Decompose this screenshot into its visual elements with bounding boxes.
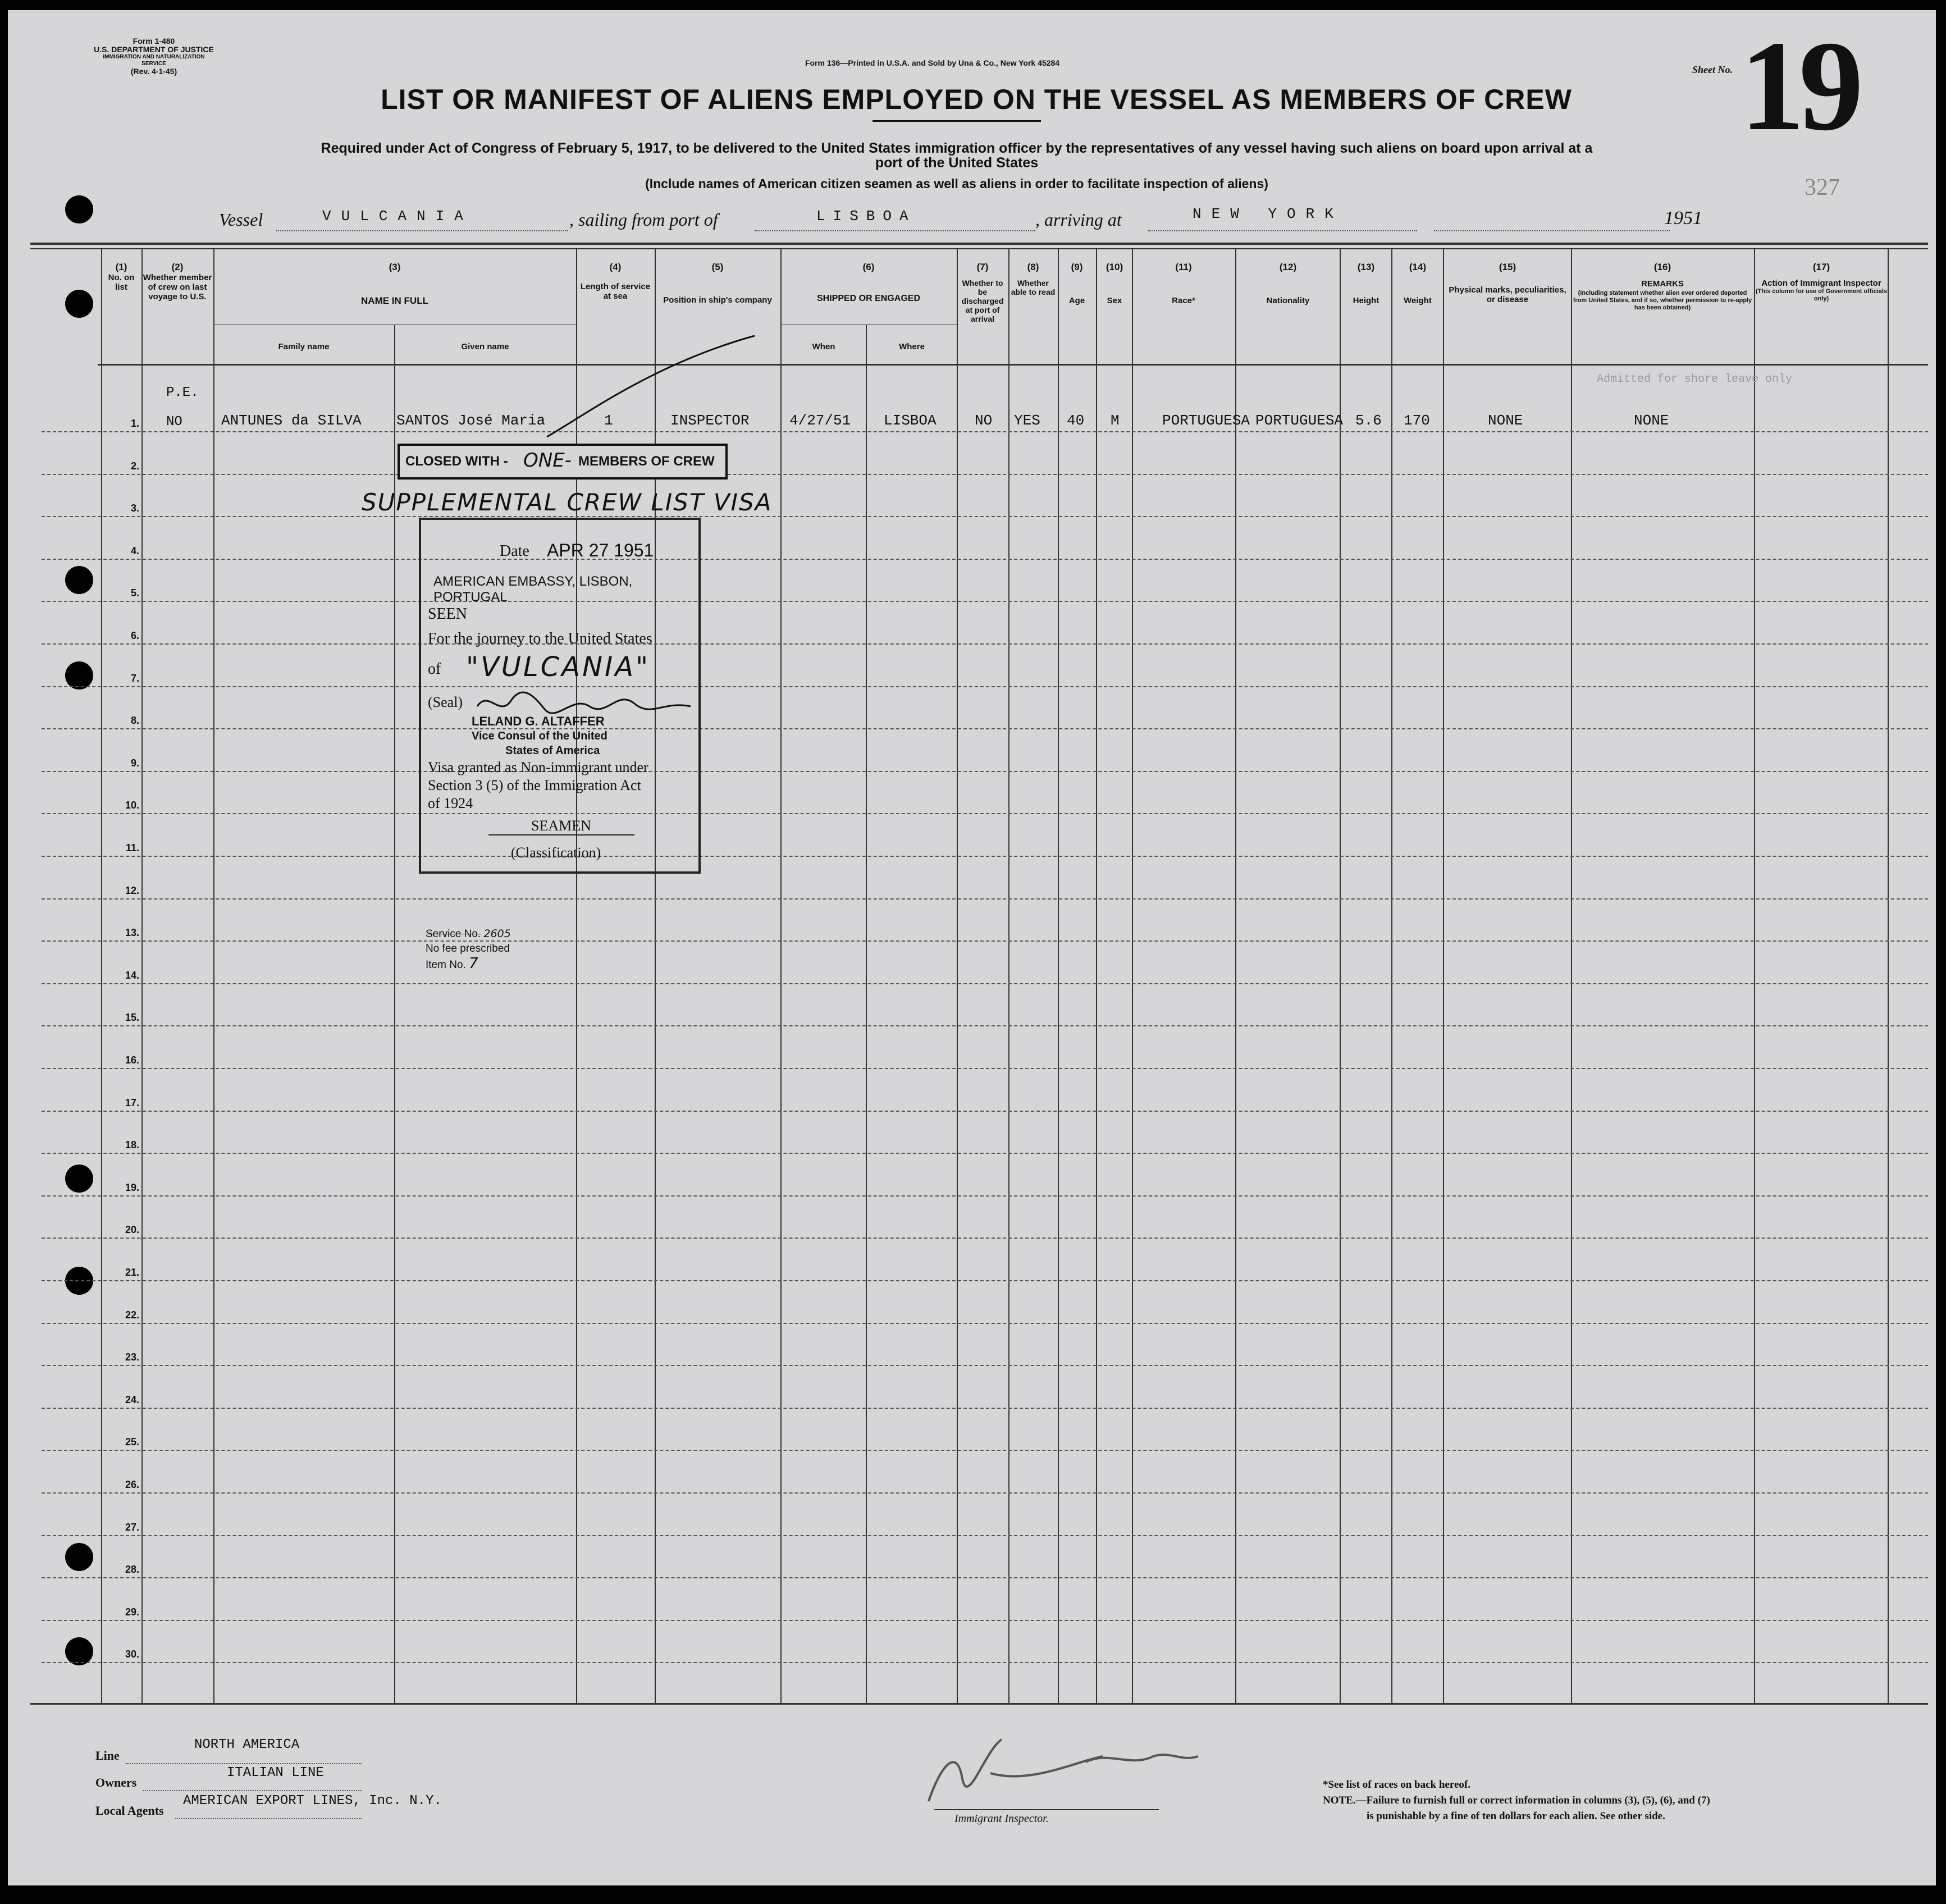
visa-granted-1: Visa granted as Non-immigrant under [428, 759, 648, 775]
entry-when: 4/27/51 [789, 412, 851, 429]
entry-marks: NONE [1488, 412, 1523, 429]
row-line [42, 1068, 1928, 1069]
manifest-sheet [8, 10, 1936, 1885]
row-line [42, 1280, 1928, 1281]
table-top-border [30, 243, 1928, 245]
row-line [42, 1323, 1928, 1324]
row-line [42, 1195, 1928, 1197]
col-divider [1058, 248, 1059, 1704]
col-header-5: (5) Position in ship's company [663, 262, 772, 305]
row-number: 21. [125, 1267, 139, 1278]
required-line-2: port of the United States [875, 155, 1039, 171]
footer-owners-label: Owners [95, 1775, 137, 1789]
port-underline [755, 230, 1035, 231]
col-header-16: (16) REMARKS (Including statement whether alien ever ordered deported from United States, and if so, whether permission to re-apply has been obtained) [1573, 262, 1752, 311]
col-divider [780, 248, 782, 1704]
punch-hole [65, 661, 93, 690]
family-name-header: Family name [278, 342, 330, 351]
page-stamp: 327 [1805, 175, 1840, 200]
inspector-signature [917, 1717, 1209, 1818]
col-header-15: (15) Physical marks, peculiarities, or disease [1449, 262, 1566, 304]
inspector-label: Immigrant Inspector. [954, 1812, 1049, 1825]
row-number: 9. [130, 757, 139, 769]
departure-port: LISBOA [816, 208, 916, 225]
col-divider [1888, 248, 1889, 1704]
arrival-underline [1148, 230, 1417, 231]
arriving-label: , arriving at [1035, 209, 1122, 230]
punch-hole [65, 290, 93, 318]
punch-hole [65, 1543, 93, 1571]
check-stroke [541, 325, 766, 442]
footer-owners-underline [143, 1790, 362, 1791]
table-bottom-border [30, 1703, 1928, 1705]
entry-height: 5.6 [1355, 412, 1382, 429]
col-divider [1571, 248, 1572, 1704]
col-divider [1235, 248, 1236, 1704]
col-divider [1008, 248, 1009, 1704]
visa-embassy: AMERICAN EMBASSY, LISBON, PORTUGAL [433, 574, 633, 605]
col-header-17: (17) Action of Immigrant Inspector (This column for use of Government officials only) [1755, 262, 1888, 302]
voyage-year: 1951 [1664, 208, 1702, 229]
fine-note-1: NOTE.—Failure to furnish full or correct information in columns (3), (5), (6), and (7) [1323, 1795, 1710, 1806]
footer-line-label: Line [95, 1748, 120, 1763]
title-underline [872, 120, 1041, 122]
header-bottom-border [98, 364, 1928, 366]
col-header-8: (8) Whether able to read [1011, 262, 1056, 296]
visa-class: SEAMEN [531, 818, 591, 834]
table-top-border-inner [30, 248, 1928, 249]
row-line [42, 686, 1928, 687]
visa-class-rule [488, 834, 634, 835]
row-number: 6. [130, 630, 139, 641]
revision: (Rev. 4-1-45) [130, 67, 177, 76]
col-header-6: (6) SHIPPED OR ENGAGED [816, 262, 921, 303]
col-divider [141, 248, 143, 1704]
footer-agents-label: Local Agents [95, 1803, 164, 1818]
row-line [42, 474, 1928, 475]
printer-line: Form 136—Printed in U.S.A. and Sold by Una & Co., New York 45284 [805, 58, 1060, 67]
col-divider [1443, 248, 1444, 1704]
service-stamp [426, 926, 511, 972]
entry-family-name: ANTUNES da SILVA [221, 412, 362, 429]
include-note: (Include names of American citizen seamen as well as aliens in order to facilitate inspection of aliens) [645, 176, 1268, 191]
col-divider [866, 325, 867, 1704]
row-number: 14. [125, 970, 139, 981]
col-divider [1132, 248, 1133, 1704]
footer-line: NORTH AMERICA [194, 1737, 300, 1752]
punch-hole [65, 566, 93, 594]
row-number: 5. [130, 587, 139, 599]
row-number: 26. [125, 1479, 139, 1490]
visa-officer: LELAND G. ALTAFFER [472, 714, 605, 728]
closed-stamp-prefix: CLOSED WITH - [405, 454, 508, 469]
service-no-label: Service No. [426, 928, 481, 940]
sheet-label: Sheet No. [1692, 64, 1733, 75]
races-note: *See list of races on back hereof. [1323, 1779, 1470, 1791]
row-line [42, 1535, 1928, 1536]
row-number: 8. [130, 715, 139, 726]
fine-note-2: is punishable by a fine of ten dollars for each alien. See other side. [1367, 1810, 1665, 1822]
sheet-number: 19 [1740, 14, 1858, 157]
entry-last-voyage: NO [166, 414, 182, 430]
row-number: 28. [125, 1564, 139, 1575]
row-number: 4. [130, 545, 139, 556]
arrival-port: NEW YORK [1193, 206, 1344, 222]
row-number: 17. [125, 1097, 139, 1108]
row-number: 24. [125, 1394, 139, 1405]
row-number: 23. [125, 1351, 139, 1363]
row-line [42, 643, 1928, 645]
entry-sex: M [1111, 412, 1120, 429]
row-line [42, 516, 1928, 517]
entry-age: 40 [1067, 412, 1085, 429]
col-header-10: (10) Sex [1106, 262, 1123, 305]
entry-position: INSPECTOR [670, 412, 750, 429]
item-no-value: 7 [469, 955, 478, 972]
required-line-1: Required under Act of Congress of February 5, 1917, to be delivered to the United States immigration officer by the representatives of any vessel having such aliens on board upon arrival at a [321, 140, 1593, 156]
supplemental-visa-note: SUPPLEMENTAL CREW LIST VISA [362, 488, 773, 516]
sailing-label: , sailing from port of [569, 209, 718, 230]
department: U.S. DEPARTMENT OF JUSTICE [94, 45, 214, 54]
row-number: 18. [125, 1139, 139, 1150]
visa-date-label: Date [500, 542, 529, 560]
row-line [42, 940, 1928, 942]
col-divider [1340, 248, 1341, 1704]
row-line [42, 1111, 1928, 1112]
col-header-13: (13) Height [1353, 262, 1379, 305]
no-fee-line: No fee prescribed [426, 943, 510, 955]
row-number: 25. [125, 1436, 139, 1448]
given-name-header: Given name [461, 342, 509, 351]
entry-pe: P.E. [166, 385, 199, 400]
row-line [42, 431, 1928, 432]
col-header-7: (7) Whether to be discharged at port of arrival [961, 262, 1004, 323]
row-number: 15. [125, 1012, 139, 1023]
col-header-11: (11) Race* [1172, 262, 1195, 305]
row-line [42, 1238, 1928, 1239]
entry-read: YES [1014, 412, 1040, 429]
col-divider [1096, 248, 1097, 1704]
row-line [42, 898, 1928, 900]
visa-of-label: of [428, 660, 441, 678]
entry-where: LISBOA [884, 412, 937, 429]
row-line [42, 771, 1928, 772]
vessel-label: Vessel [219, 209, 263, 230]
visa-granted-3: of 1924 [428, 795, 473, 811]
col-header-9: (9) Age [1068, 262, 1085, 305]
entry-remarks: NONE [1634, 412, 1669, 429]
row-line [42, 559, 1928, 560]
item-no-label: Item No. [426, 959, 466, 971]
entry-race: PORTUGUESA [1162, 412, 1250, 429]
row-number: 30. [125, 1649, 139, 1660]
visa-officer-title-1: Vice Consul of the United [472, 730, 607, 742]
visa-officer-title-2: States of America [505, 745, 600, 757]
col-header-3: (3) NAME IN FULL [361, 262, 428, 306]
page-title: LIST OR MANIFEST OF ALIENS EMPLOYED ON THE VESSEL AS MEMBERS OF CREW [381, 84, 1572, 115]
entry-discharged: NO [975, 412, 993, 429]
row-number: 16. [125, 1054, 139, 1066]
date-underline [1434, 230, 1670, 231]
visa-seal: (Seal) [428, 694, 463, 710]
when-header: When [812, 342, 835, 351]
visa-granted-2: Section 3 (5) of the Immigration Act [428, 777, 641, 793]
entry-remarks-faint: Admitted for shore leave only [1597, 373, 1793, 386]
col-divider [1391, 248, 1392, 1704]
where-header: Where [899, 342, 925, 351]
col-header-14: (14) Weight [1404, 262, 1432, 305]
col-header-4: (4) Length of service at sea [580, 262, 651, 301]
row-number: 22. [125, 1309, 139, 1321]
row-line [42, 1577, 1928, 1578]
service-name: IMMIGRATION AND NATURALIZATION SERVICE [103, 54, 205, 67]
visa-vessel: "VULCANIA" [466, 651, 651, 683]
row-number: 2. [130, 460, 139, 472]
row-number: 13. [125, 927, 139, 938]
row-line [42, 1153, 1928, 1154]
punch-hole [65, 1637, 93, 1665]
row-number: 7. [130, 673, 139, 684]
row-line [42, 728, 1928, 729]
visa-date: APR 27 1951 [547, 540, 654, 560]
entry-weight: 170 [1404, 412, 1430, 429]
col-divider [1754, 248, 1755, 1704]
col-divider [957, 248, 958, 1704]
row-line [42, 856, 1928, 857]
row-line [42, 1025, 1928, 1026]
row-number: 19. [125, 1182, 139, 1193]
visa-stamp [419, 518, 701, 874]
entry-given-name: SANTOS José Maria [396, 412, 546, 429]
row-line [42, 601, 1928, 602]
row-line [42, 1408, 1928, 1409]
footer-agents-underline [175, 1818, 362, 1819]
service-no-value: 2605 [483, 928, 511, 940]
dept-block [92, 37, 216, 76]
row-line [42, 813, 1928, 814]
col-divider [213, 248, 214, 1704]
punch-hole [65, 195, 93, 223]
row-line [42, 1662, 1928, 1663]
inspector-signature-line [934, 1809, 1159, 1810]
punch-hole [65, 1165, 93, 1193]
entry-service: 1 [604, 412, 613, 429]
row-line [42, 1492, 1928, 1494]
row-number: 20. [125, 1224, 139, 1235]
form-number: Form 1-480 [133, 36, 175, 45]
row-number: 29. [125, 1606, 139, 1618]
row-number: 11. [125, 842, 139, 853]
col-header-1: (1) No. on list [108, 262, 135, 292]
row-line [42, 1620, 1928, 1621]
footer-line-underline [126, 1763, 362, 1764]
entry-nationality: PORTUGUESA [1255, 412, 1344, 429]
row-number: 27. [125, 1522, 139, 1533]
row-line [42, 983, 1928, 984]
closed-stamp [398, 444, 728, 480]
footer-owners: ITALIAN LINE [227, 1765, 324, 1780]
row-number: 10. [125, 800, 139, 811]
visa-seen: SEEN [428, 605, 467, 623]
visa-class-label: (Classification) [511, 844, 601, 861]
closed-stamp-count: ONE- [523, 449, 572, 472]
col-divider [394, 325, 395, 1704]
visa-journey: For the journey to the United States [428, 630, 652, 647]
row-number: 12. [125, 885, 139, 896]
col-header-2: (2) Whether member of crew on last voyage to U.S. [143, 262, 212, 302]
row-number: 1. [130, 418, 139, 429]
vessel-name: VULCANIA [322, 208, 473, 225]
row-line [42, 1450, 1928, 1451]
footer-agents: AMERICAN EXPORT LINES, Inc. N.Y. [183, 1793, 442, 1809]
row-number: 3. [130, 503, 139, 514]
closed-stamp-suffix: MEMBERS OF CREW [578, 454, 715, 469]
row-line [42, 1365, 1928, 1366]
vessel-underline [276, 230, 568, 231]
col-header-12: (12) Nationality [1266, 262, 1310, 305]
